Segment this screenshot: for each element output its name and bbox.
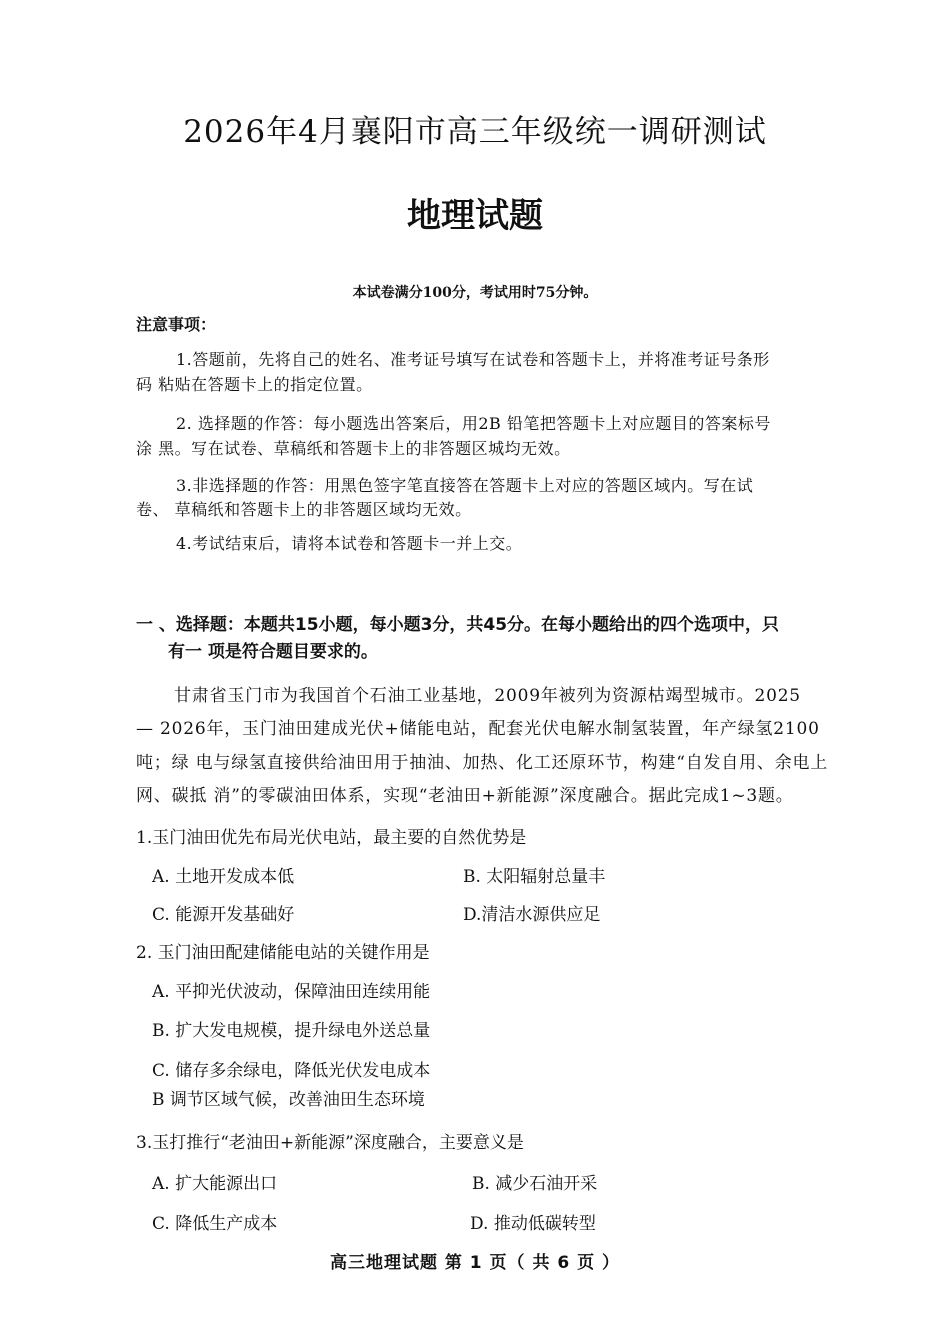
exam-title: 2026年4月襄阳市高三年级统一调研测试: [183, 114, 767, 150]
option-3b: B. 减少石油开采: [472, 1174, 598, 1194]
section-heading-line2: 有一 项是符合题目要求的。: [168, 642, 378, 662]
notice-line: 4.考试结束后，请将本试卷和答题卡一并上交。: [176, 534, 523, 553]
page-footer: 高三地理试题 第 1 页（ 共 6 页 ）: [329, 1253, 621, 1273]
option-3c: C. 降低生产成本: [152, 1214, 278, 1234]
passage-line: 甘肃省玉门市为我国首个石油工业基地，2009年被列为资源枯竭型城市。2025: [174, 686, 801, 706]
notice-heading: 注意事项：: [136, 315, 217, 334]
notice-line: 2. 选择题的作答：每小题选出答案后，用2B 铅笔把答题卡上对应题目的答案标号: [176, 414, 771, 433]
passage-line: — 2026年，玉门油田建成光伏+储能电站，配套光伏电解水制氢装置，年产绿氢2100: [136, 719, 820, 739]
option-2d: B 调节区域气候，改善油田生态环境: [152, 1090, 425, 1110]
notice-line: 涂 黑。写在试卷、草稿纸和答题卡上的非答题区城均无效。: [136, 439, 571, 458]
question-stem-2: 2. 玉门油田配建储能电站的关键作用是: [136, 943, 430, 963]
option-3a: A. 扩大能源出口: [152, 1174, 278, 1194]
notice-line: 3.非选择题的作答：用黑色签字笔直接答在答题卡上对应的答题区域内。写在试: [176, 476, 754, 495]
notice-line: 码 粘贴在答题卡上的指定位置。: [136, 375, 373, 394]
notice-line: 1.答题前，先将自己的姓名、准考证号填写在试卷和答题卡上，并将准考证号条形: [176, 350, 770, 369]
section-heading-line1: 一 、选择题：本题共15小题，每小题3分，共45分。在每小题给出的四个选项中，只: [136, 615, 780, 635]
option-2a: A. 平抑光伏波动，保障油田连续用能: [152, 982, 431, 1002]
notice-line: 卷、 草稿纸和答题卡上的非答题区域均无效。: [136, 500, 472, 519]
passage-line: 网、碳抵 消”的零碳油田体系，实现“老油田+新能源”深度融合。据此完成1~3题。: [136, 786, 794, 806]
subject-title: 地理试题: [407, 196, 543, 236]
option-2c: C. 储存多余绿电，降低光伏发电成本: [152, 1061, 431, 1081]
option-1c: C. 能源开发基础好: [152, 905, 295, 925]
option-1a: A. 土地开发成本低: [152, 867, 295, 887]
option-2b: B. 扩大发电规模，提升绿电外送总量: [152, 1021, 431, 1041]
option-1b: B. 太阳辐射总量丰: [463, 867, 606, 887]
exam-meta: 本试卷满分100分，考试用时75分钟。: [352, 285, 598, 301]
option-1d: D.清洁水源供应足: [463, 905, 601, 925]
option-3d: D. 推动低碳转型: [470, 1214, 596, 1234]
question-stem-1: 1.玉门油田优先布局光伏电站，最主要的自然优势是: [136, 828, 527, 848]
passage-line: 吨；绿 电与绿氢直接供给油田用于抽油、加热、化工还原环节，构建“自发自用、余电上: [136, 753, 829, 773]
question-stem-3: 3.玉打推行“老油田+新能源”深度融合，主要意义是: [136, 1133, 524, 1153]
